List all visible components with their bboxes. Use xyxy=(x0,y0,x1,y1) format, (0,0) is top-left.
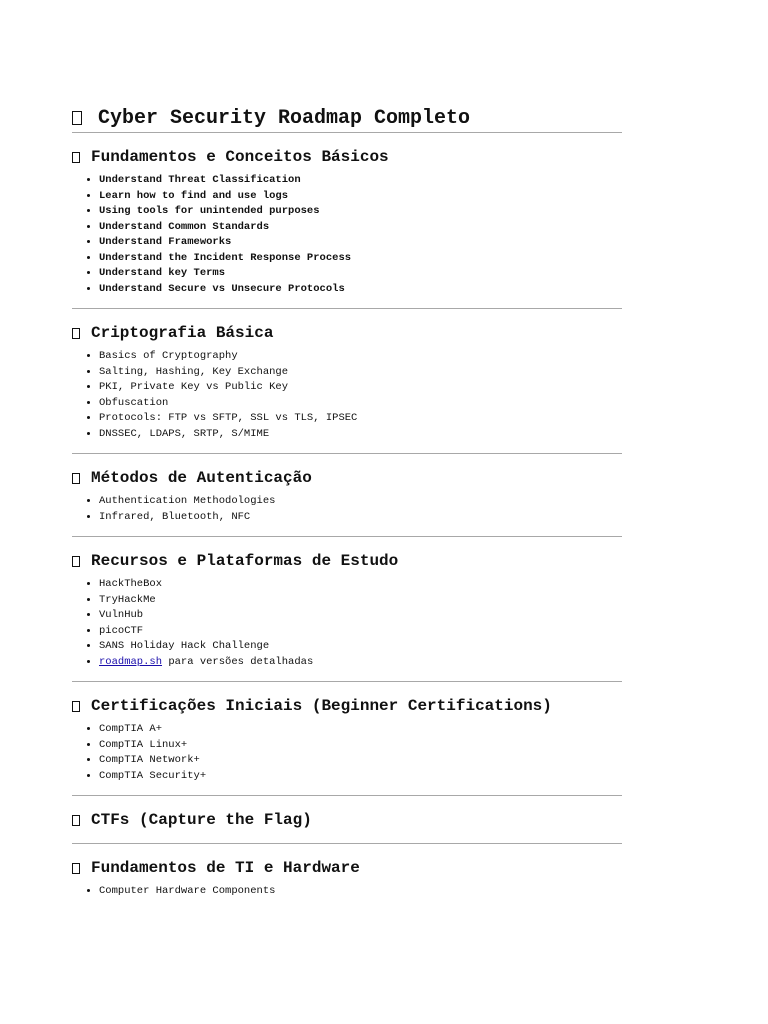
item-list xyxy=(72,494,622,525)
item-list xyxy=(72,577,622,670)
list-item: • PKI, Private Key vs Public Key xyxy=(99,380,622,396)
list-item: • SANS Holiday Hack Challenge xyxy=(99,639,622,655)
section-heading-text: Métodos de Autenticação xyxy=(91,469,312,487)
section-heading-text: Fundamentos e Conceitos Básicos xyxy=(91,148,389,166)
section-heading-text: CTFs (Capture the Flag) xyxy=(91,811,312,829)
section-heading xyxy=(72,810,622,830)
list-item: • CompTIA Security+ xyxy=(99,769,622,785)
list-item: • Authentication Methodologies xyxy=(99,494,622,510)
page-title-text: Cyber Security Roadmap Completo xyxy=(98,106,471,130)
list-item-roadmap xyxy=(99,655,622,671)
link-suffix-text: para versões detalhadas xyxy=(162,655,314,668)
section-heading xyxy=(72,468,622,488)
missing-glyph-icon xyxy=(72,815,80,826)
section-heading xyxy=(72,551,622,571)
section-ctfs xyxy=(72,796,622,843)
section-autenticacao xyxy=(72,454,622,536)
list-item: • Using tools for unintended purposes xyxy=(99,204,622,220)
item-list xyxy=(72,884,622,900)
section-recursos xyxy=(72,537,622,681)
section-heading xyxy=(72,696,622,716)
list-item: • Understand Frameworks xyxy=(99,235,622,251)
list-item: • Obfuscation xyxy=(99,396,622,412)
list-item: • Understand the Incident Response Process xyxy=(99,251,622,267)
list-item: • DNSSEC, LDAPS, SRTP, S/MIME xyxy=(99,427,622,443)
section-fundamentos-ti xyxy=(72,844,622,911)
list-item: • Understand Threat Classification xyxy=(99,173,622,189)
section-criptografia xyxy=(72,309,622,453)
missing-glyph-icon xyxy=(72,556,80,567)
list-item: • Learn how to find and use logs xyxy=(99,189,622,205)
list-item: • Understand Secure vs Unsecure Protocols xyxy=(99,282,622,298)
list-item: • Protocols: FTP vs SFTP, SSL vs TLS, IPSEC xyxy=(99,411,622,427)
section-heading xyxy=(72,858,622,878)
section-certificacoes xyxy=(72,682,622,795)
section-fundamentos xyxy=(72,133,622,308)
section-heading xyxy=(72,323,622,343)
list-item: • VulnHub xyxy=(99,608,622,624)
item-list xyxy=(72,349,622,442)
list-item: • CompTIA A+ xyxy=(99,722,622,738)
list-item: • CompTIA Network+ xyxy=(99,753,622,769)
list-item: • Computer Hardware Components xyxy=(99,884,622,900)
item-list xyxy=(72,722,622,784)
missing-glyph-icon xyxy=(72,328,80,339)
list-item: • Basics of Cryptography xyxy=(99,349,622,365)
roadmap-content xyxy=(72,104,622,911)
missing-glyph-icon xyxy=(72,111,82,125)
list-item: • TryHackMe xyxy=(99,593,622,609)
missing-glyph-icon xyxy=(72,701,80,712)
page-title xyxy=(72,104,622,132)
section-heading-text: Recursos e Plataformas de Estudo xyxy=(91,552,399,570)
list-item: • picoCTF xyxy=(99,624,622,640)
list-item: • Infrared, Bluetooth, NFC xyxy=(99,510,622,526)
list-item: • Understand key Terms xyxy=(99,266,622,282)
section-heading-text: Certificações Iniciais (Beginner Certifications) xyxy=(91,697,552,715)
section-heading xyxy=(72,147,622,167)
list-item: • CompTIA Linux+ xyxy=(99,738,622,754)
roadmap-link[interactable]: roadmap.sh xyxy=(99,655,163,668)
list-item: • Understand Common Standards xyxy=(99,220,622,236)
missing-glyph-icon xyxy=(72,473,80,484)
section-heading-text: Fundamentos de TI e Hardware xyxy=(91,859,360,877)
list-item: • Salting, Hashing, Key Exchange xyxy=(99,365,622,381)
item-list xyxy=(72,173,622,297)
list-item: • HackTheBox xyxy=(99,577,622,593)
missing-glyph-icon xyxy=(72,863,80,874)
missing-glyph-icon xyxy=(72,152,80,163)
section-heading-text: Criptografia Básica xyxy=(91,324,274,342)
